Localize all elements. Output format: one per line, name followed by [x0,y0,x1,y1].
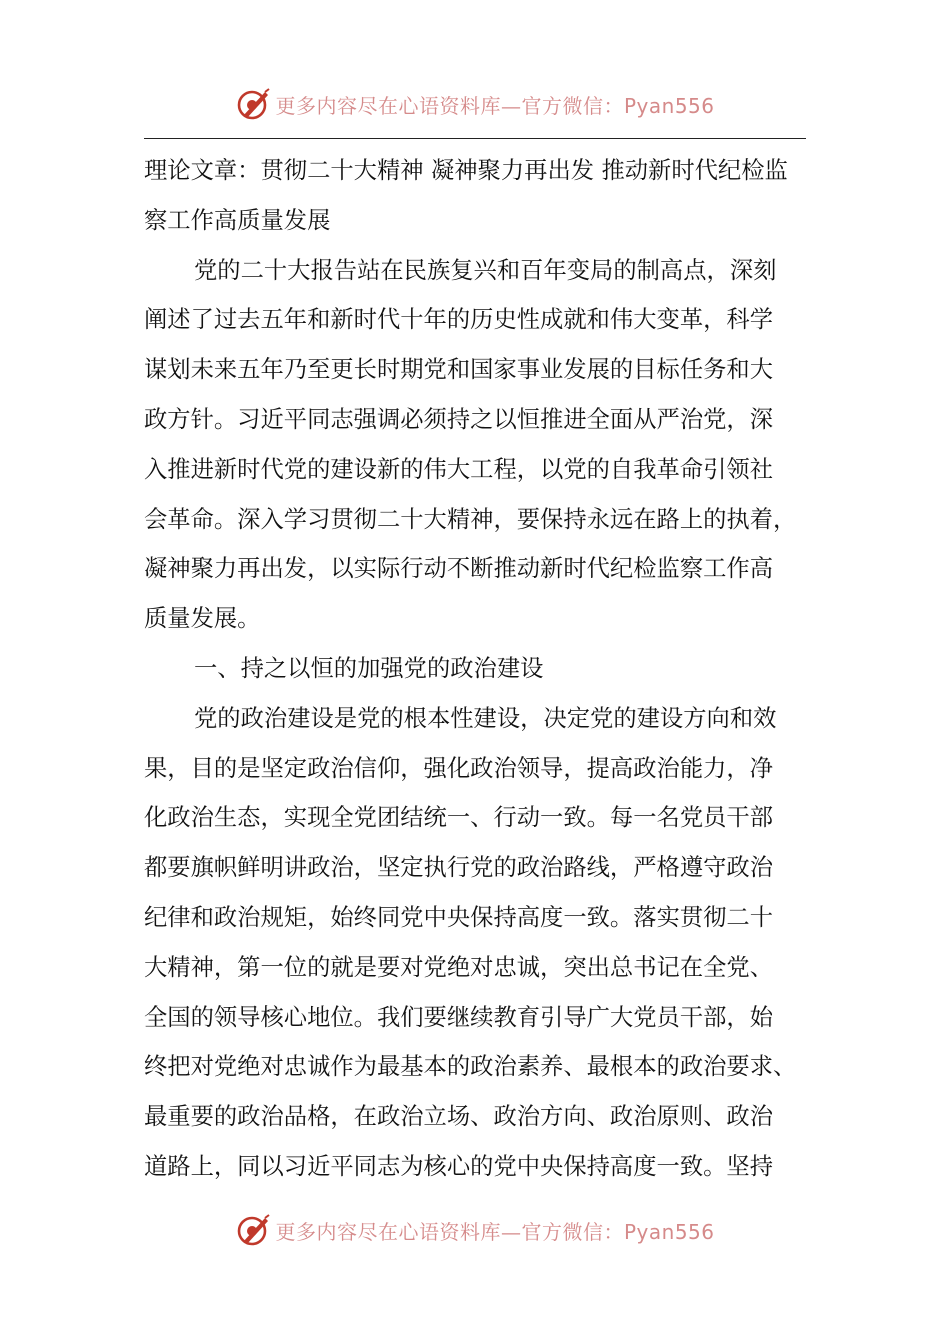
doc-title-line: 察工作高质量发展 [144,206,331,234]
paragraph-line: 党的二十大报告站在民族复兴和百年变局的制高点，深刻 [194,256,777,284]
paragraph-line: 大精神，第一位的就是要对党绝对忠诚，突出总书记在全党、 [144,953,774,981]
paragraph-line: 凝神聚力再出发，以实际行动不断推动新时代纪检监察工作高 [144,555,774,583]
paragraph-line: 阐述了过去五年和新时代十年的历史性成就和伟大变革，科学 [144,306,774,334]
paragraph-line: 政方针。习近平同志强调必须持之以恒推进全面从严治党，深 [144,405,774,433]
paragraph-line: 最重要的政治品格，在政治立场、政治方向、政治原则、政治 [144,1103,774,1131]
paragraph-line: 化政治生态，实现全党团结统一、行动一致。每一名党员干部 [144,804,774,832]
paragraph-line: 全国的领导核心地位。我们要继续教育引导广大党员干部，始 [144,1003,774,1031]
paragraph-line: 入推进新时代党的建设新的伟大工程，以党的自我革命引领社 [144,455,774,483]
paragraph-line: 纪律和政治规矩，始终同党中央保持高度一致。落实贯彻二十 [144,903,774,931]
header-rule [144,138,806,139]
paragraph-line: 会革命。深入学习贯彻二十大精神，要保持永远在路上的执着， [144,505,797,533]
paragraph-line: 党的政治建设是党的根本性建设，决定党的建设方向和效 [194,704,777,732]
paragraph-line: 谋划未来五年乃至更长时期党和国家事业发展的目标任务和大 [144,356,774,384]
paragraph-line: 质量发展。 [144,605,261,633]
paragraph-line: 果，目的是坚定政治信仰，强化政治领导，提高政治能力，净 [144,754,774,782]
paragraph-line: 都要旗帜鲜明讲政治，坚定执行党的政治路线，严格遵守政治 [144,854,774,882]
quill-logo-icon [235,1212,271,1248]
footer-watermark [0,1210,950,1250]
section-heading: 一、持之以恒的加强党的政治建设 [194,654,544,682]
paragraph-line: 终把对党绝对忠诚作为最基本的政治素养、最根本的政治要求、 [144,1053,797,1081]
paragraph-line: 道路上，同以习近平同志为核心的党中央保持高度一致。坚持 [144,1152,774,1180]
doc-title-line: 理论文章：贯彻二十大精神 凝神聚力再出发 推动新时代纪检监 [144,157,788,184]
header-watermark [0,84,950,124]
quill-logo-icon [235,86,271,122]
header-watermark-text: 更多内容尽在心语资料库—官方微信：Pyan556 [275,93,715,118]
footer-watermark-text: 更多内容尽在心语资料库—官方微信：Pyan556 [275,1219,715,1244]
document-body [144,146,808,1192]
